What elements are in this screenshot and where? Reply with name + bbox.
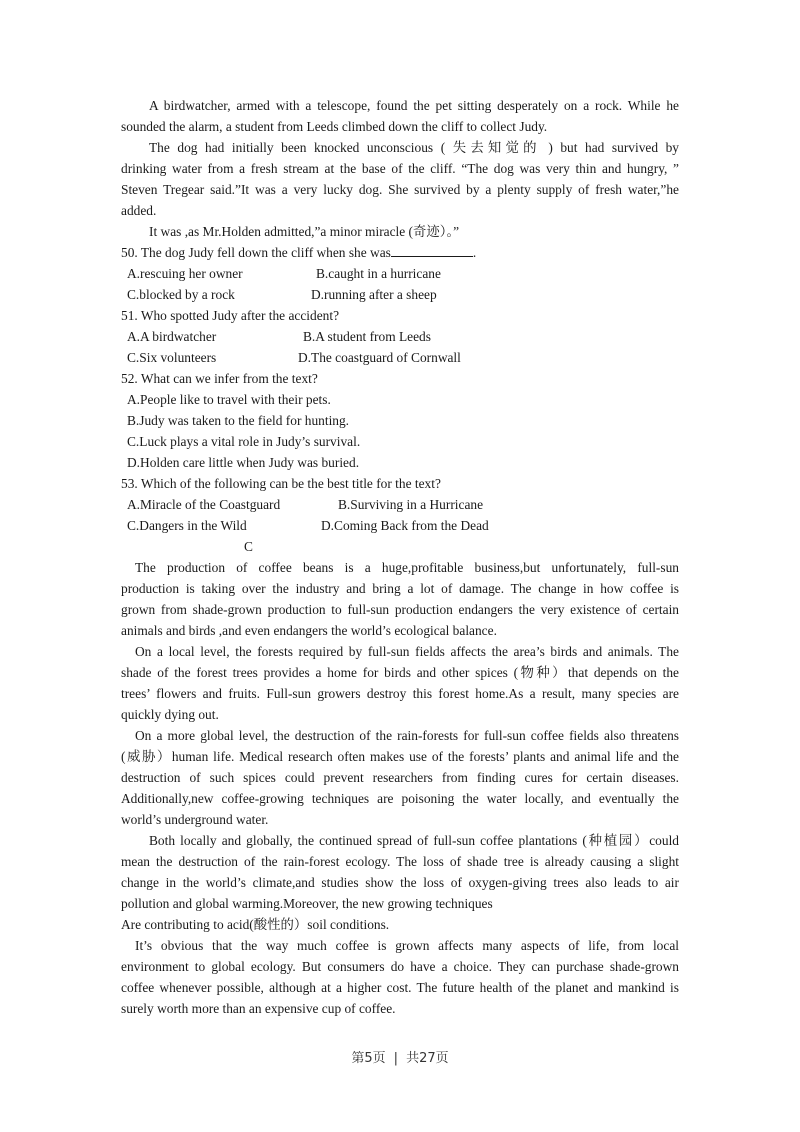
option-c: C.Dangers in the Wild [127,518,247,533]
option-a: A.People like to travel with their pets. [127,392,331,407]
passage-line: A birdwatcher, armed with a telescope, found the pet sitting desperately on a rock. While he [149,98,679,113]
passage-line: surely worth more than an expensive cup of coffee. [121,1001,396,1016]
passage-line: Additionally,new coffee-growing techniques are poisoning the water locally, and eventually the [121,791,679,806]
passage-line: production is taking over the industry and bring a lot of damage. The change in how coffee is [121,581,679,596]
option-d: D.running after a sheep [311,287,437,302]
option-b: B.A student from Leeds [303,329,431,344]
option-c: C.Six volunteers [127,350,217,365]
passage-line: Are contributing to acid(酸性的）soil conditions. [121,917,390,932]
question-50-end: . [472,245,477,260]
passage-line: sounded the alarm, a student from Leeds climbed down the cliff to collect Judy. [121,119,548,134]
option-b: B.Surviving in a Hurricane [338,497,484,512]
question-stem: 52. What can we infer from the text? [121,371,318,386]
option-b: B.caught in a hurricane [316,266,441,281]
passage-line: shade of the forest trees provides a home for birds and other spices (物种）that depends on the [121,665,679,680]
passage-line: drinking water from a fresh stream at the base of the cliff. “The dog was very thin and hungry, ” [121,161,679,176]
passage-line: trees’ flowers and fruits. Full-sun growers destroy this forest home.As a result, many species are [121,686,679,701]
option-d: D.Holden care little when Judy was buried. [127,455,360,470]
question-stem [121,243,476,263]
passage-line: change in the world’s climate,and studies show the loss of oxygen-giving trees also leads to air [121,875,679,890]
question-50-text: 50. The dog Judy fell down the cliff when she was [121,245,391,260]
answer-blank [391,244,473,257]
passage-line: grown from shade-grown production to full-sun production endangers the very existence of certain [121,602,679,617]
question-stem: 53. Which of the following can be the best title for the text? [121,476,441,491]
page-number: 第5页 [351,1051,386,1066]
passage-line: environment to global ecology. But consumers do have a choice. They can purchase shade-grown [121,959,679,974]
page-total: 共27页 [406,1051,449,1066]
passage-line: added. [121,203,157,218]
passage-line: The dog had initially been knocked unconscious ( 失去知觉的 ) but had survived by [149,140,679,155]
option-d: D.The coastguard of Cornwall [298,350,461,365]
passage-line: pollution and global warming.Moreover, the new growing techniques [121,896,493,911]
option-a: A.A birdwatcher [127,329,217,344]
section-label: C [244,539,253,554]
passage-line: The production of coffee beans is a huge,profitable business,but unfortunately, full-sun [135,560,679,575]
passage-line: On a more global level, the destruction of the rain-forests for full-sun coffee fields also threatens [135,728,679,743]
option-c: C.blocked by a rock [127,287,235,302]
page-footer [0,1047,800,1066]
passage-line: (威胁）human life. Medical research often makes use of the forests’ plants and animal life and the [121,749,679,764]
passage-line: Steven Tregear said.”It was a very lucky dog. She survived by a plenty supply of fresh water,”he [121,182,679,197]
passage-line: animals and birds ,and even endangers the world’s ecological balance. [121,623,497,638]
passage-line: quickly dying out. [121,707,219,722]
option-d: D.Coming Back from the Dead [321,518,489,533]
option-b: B.Judy was taken to the field for hunting. [127,413,350,428]
passage-line: It’s obvious that the way much coffee is grown affects many aspects of life, from local [135,938,679,953]
passage-line: On a local level, the forests required by full-sun fields affects the area’s birds and animals. The [135,644,679,659]
passage-line: destruction of such spices could prevent researchers from finding cures for certain diseases. [121,770,679,785]
option-a: A.rescuing her owner [127,266,243,281]
passage-line: mean the destruction of the rain-forest ecology. The loss of shade tree is already causing a slight [121,854,679,869]
question-stem: 51. Who spotted Judy after the accident? [121,308,340,323]
passage-line: It was ,as Mr.Holden admitted,”a minor miracle (奇迹）。” [149,224,460,239]
passage-line: coffee whenever possible, although at a higher cost. The future health of the planet and mankind is [121,980,679,995]
passage-line: world’s underground water. [121,812,269,827]
passage-line: Both locally and globally, the continued spread of full-sun coffee plantations (种植园）could [149,833,679,848]
option-a: A.Miracle of the Coastguard [127,497,281,512]
option-c: C.Luck plays a vital role in Judy’s survival. [127,434,361,449]
footer-separator: | [393,1051,399,1066]
